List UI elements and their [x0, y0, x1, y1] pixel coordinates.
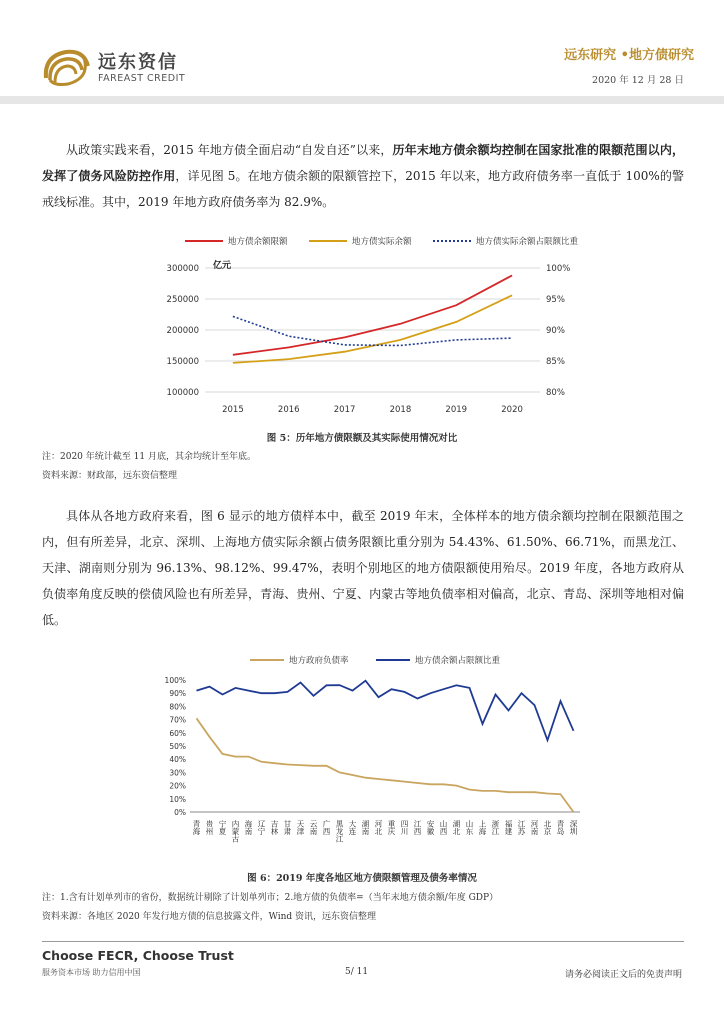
figure6-caption: 图 6：2019 年度各地区地方债限额管理及债务率情况: [247, 873, 477, 884]
y2-tick-label: 90%: [546, 326, 565, 336]
series-line: [197, 718, 574, 812]
x-tick-label: 2018: [389, 405, 412, 415]
y-tick-label: 20%: [169, 781, 186, 791]
legend-label: 地方债余额限额: [228, 237, 288, 247]
x-tick-label: 安徽: [426, 820, 435, 835]
x-tick-label: 山西: [439, 820, 448, 835]
y-tick-label: 10%: [169, 794, 186, 804]
paragraph1-text-a: 从政策实践来看，2015 年地方债全面启动“自发自还”以来，: [66, 143, 393, 157]
series-line: [197, 681, 574, 741]
x-tick-label: 内蒙古: [231, 820, 240, 843]
x-tick-label: 2019: [445, 405, 468, 415]
x-tick-label: 江西: [413, 820, 422, 835]
logo-english-name: FAREAST CREDIT: [98, 73, 186, 84]
x-tick-label: 天津: [296, 820, 305, 835]
section-title: 远东研究 •地方债研究: [564, 48, 694, 63]
header-divider: [0, 96, 724, 104]
x-tick-label: 2015: [222, 405, 244, 415]
x-tick-label: 江苏: [517, 820, 526, 835]
fareast-logo-icon: [40, 44, 92, 90]
figure6-source: 资料来源：各地区 2020 年发行地方债的信息披露文件，Wind 资讯，远东资信整理: [42, 912, 377, 922]
x-tick-label: 浙江: [491, 820, 500, 835]
x-tick-label: 辽宁: [257, 820, 266, 835]
y-tick-label: 50%: [169, 742, 186, 751]
x-tick-label: 2016: [277, 405, 300, 415]
x-tick-label: 重庆: [387, 820, 396, 835]
series-line: [233, 295, 512, 363]
paragraph-regional-analysis: 具体从各地方政府来看，图 6 显示的地方债样本中，截至 2019 年末，全体样本的地方债余额均控制在限额范围之内，但有所差异，北京、深圳、上海地方债实际余额占债务限额比重分别为 54.43%、61.50%、66.71%，而黑龙江、天津、湖南则分别为 96.13%、98.12%、99.47%，表明个别地区的地方债限额使用殆尽。2019 年度，各地方政府从负债率角度反映的偿债风险也有所差异，青海、贵州、宁夏、内蒙古等地负债率相对偏高，北京、青岛、深圳等地相对偏低。: [42, 509, 684, 627]
y-tick-label: 100%: [164, 676, 186, 685]
paragraph-policy-practice: [42, 137, 684, 215]
y-tick-label: 90%: [169, 689, 186, 699]
unit-label: 亿元: [213, 261, 232, 271]
y-tick-label: 0%: [174, 808, 186, 817]
x-tick-label: 2017: [333, 405, 356, 415]
y-tick-label: 70%: [169, 715, 186, 725]
figure6-chart: [140, 648, 590, 858]
legend-label: 地方债余额占限额比重: [415, 656, 501, 666]
x-tick-label: 甘肃: [283, 820, 292, 835]
x-tick-label: 深圳: [569, 820, 578, 835]
y-tick-label: 40%: [169, 755, 186, 765]
x-tick-label: 四川: [400, 820, 409, 835]
y-tick-label: 300000: [166, 264, 199, 274]
x-tick-label: 北京: [543, 820, 552, 835]
y2-tick-label: 85%: [546, 357, 565, 367]
x-tick-label: 河北: [374, 820, 383, 835]
figure5-caption: 图 5：历年地方债限额及其实际使用情况对比: [266, 433, 458, 444]
report-date: 2020 年 12 月 28 日: [592, 75, 684, 86]
footer-subtitle: 服务资本市场 助力信用中国: [42, 968, 141, 977]
figure5-chart: [140, 226, 590, 420]
footer-divider: [42, 941, 684, 942]
y-tick-label: 60%: [169, 728, 186, 738]
y2-tick-label: 100%: [546, 264, 571, 274]
x-tick-label: 上海: [478, 820, 487, 835]
x-tick-label: 青岛: [556, 820, 565, 835]
y-tick-label: 80%: [169, 702, 186, 712]
legend-label: 地方债实际余额占限额比重: [476, 237, 579, 247]
x-tick-label: 青海: [192, 820, 201, 835]
x-tick-label: 黑龙江: [335, 820, 344, 843]
y-tick-label: 200000: [166, 326, 199, 336]
x-tick-label: 河南: [530, 820, 539, 835]
x-tick-label: 海南: [244, 820, 253, 835]
figure5-source: 资料来源：财政部，远东资信整理: [42, 471, 178, 481]
x-tick-label: 湖北: [452, 820, 461, 835]
legend-label: 地方债实际余额: [352, 237, 412, 247]
paragraph1-text-b: ，详见图 5。在地方债余额的限额管控下，2015 年以来，地方政府债务率一直低于 100%的警戒线标准。其中，2019 年地方政府债务率为 82.9%。: [42, 169, 684, 209]
legend-label: 地方政府负债率: [289, 656, 349, 666]
disclaimer-note: 请务必阅读正文后的免责声明: [564, 970, 682, 980]
y-tick-label: 100000: [166, 388, 199, 398]
x-tick-label: 吉林: [270, 820, 279, 835]
paragraph1-bold: 历年末地方债余额均控制在国家批准的限额范围以内，发挥了债务风险防控作用: [42, 143, 684, 183]
x-tick-label: 贵州: [205, 820, 214, 835]
y2-tick-label: 95%: [546, 295, 565, 305]
y2-tick-label: 80%: [546, 388, 565, 398]
x-tick-label: 福建: [504, 820, 513, 835]
logo-chinese-name: 远东资信: [98, 52, 178, 73]
figure5-note: 注：2020 年统计截至 11 月底，其余均统计至年底。: [42, 452, 256, 462]
x-tick-label: 云南: [309, 820, 318, 835]
x-tick-label: 山东: [465, 820, 474, 835]
y-tick-label: 150000: [166, 357, 199, 367]
x-tick-label: 湖南: [361, 820, 370, 835]
footer-slogan: Choose FECR, Choose Trust: [42, 948, 234, 963]
figure6-note: 注：1.含有计划单列市的省份，数据统计剔除了计划单列市；2.地方债的负债率=（当年末地方债余额/年度 GDP）: [42, 893, 499, 903]
x-tick-label: 宁夏: [218, 820, 227, 835]
page-number: 5/ 11: [345, 967, 369, 977]
y-tick-label: 30%: [169, 768, 186, 778]
x-tick-label: 广西: [322, 820, 331, 835]
y-tick-label: 250000: [166, 295, 199, 305]
x-tick-label: 2020: [501, 405, 523, 415]
x-tick-label: 大连: [348, 820, 357, 835]
